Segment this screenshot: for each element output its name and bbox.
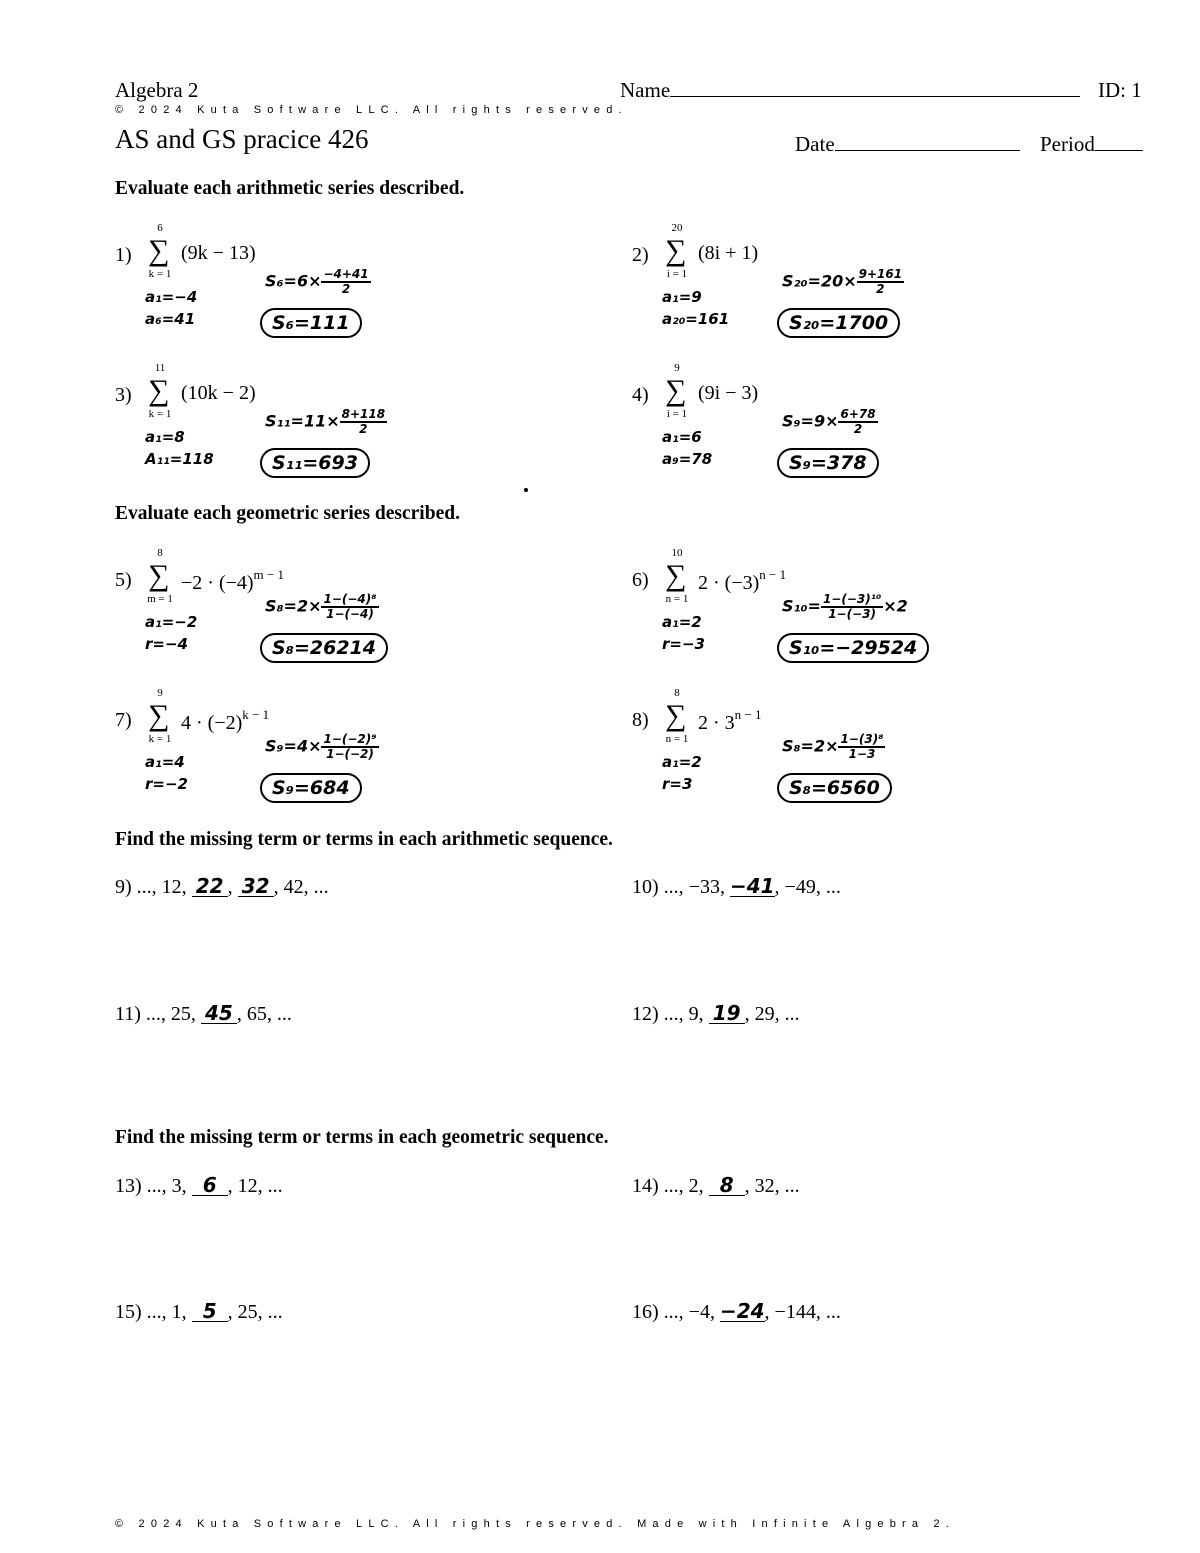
formula-fraction [340,408,387,436]
sum-lower-limit: m = 1 [147,593,173,605]
problem-number: 11) [115,1003,146,1025]
answer-box: S₈=26214 [260,633,388,663]
sequence-before: ..., 1, [146,1301,192,1323]
fraction-numerator: 6+78 [840,407,876,421]
work-second: a₆=41 [145,310,196,328]
series-problem [632,547,1112,683]
sum-lower-limit: i = 1 [666,408,688,420]
work-formula [782,733,885,761]
separator: , [764,1301,775,1323]
formula-lhs: S₁₀= [782,596,821,616]
separator: , [227,1175,238,1197]
fraction-numerator: 1−(−3)¹⁰ [822,592,882,606]
answer-blank[interactable]: −24 [719,1299,765,1323]
term-base: (8i + 1) [698,242,759,264]
answer-box: S₁₀=−29524 [777,633,929,663]
term-base: (9i − 3) [698,382,759,404]
work-formula [265,733,379,761]
formula-lhs: S₂₀=20× [782,271,857,291]
series-problem [115,222,595,358]
problem-number: 2) [632,244,649,266]
separator: , [744,1175,755,1197]
answer-box: S₉=684 [260,773,362,803]
series-term [698,382,758,405]
worksheet-title: AS and GS pracice 426 [115,124,369,154]
series-problem [632,362,1112,498]
date-field[interactable] [795,132,1020,157]
sigma-symbol: ∑ [665,374,687,407]
sum-upper-limit: 9 [157,687,163,699]
fraction-denominator: 1−(−2) [326,747,374,761]
problem-number: 12) [632,1003,664,1025]
work-first-term: a₁=2 [662,753,702,771]
answer-box: S₁₁=693 [260,448,370,478]
fraction-denominator: 2 [876,282,885,296]
sum-upper-limit: 8 [674,687,680,699]
problem-number: 8) [632,709,649,731]
sigma-symbol: ∑ [148,234,170,267]
sigma-symbol: ∑ [148,374,170,407]
geo-seq-instructions: Find the missing term or terms in each geometric sequence. [115,1127,609,1148]
course-label: Algebra 2 [115,78,199,102]
series-problem [115,362,595,498]
fraction-denominator: 1−(−4) [326,607,374,621]
work-formula [265,408,387,436]
fraction-denominator: 1−3 [848,747,876,761]
formula-fraction [838,733,885,761]
work-second: a₂₀=161 [662,310,730,328]
sequence-problem [632,1301,841,1324]
series-problem [632,687,1112,823]
separator: , [227,1301,238,1323]
answer-box: S₂₀=1700 [777,308,900,338]
sigma-symbol: ∑ [665,234,687,267]
answer-box: S₆=111 [260,308,362,338]
series-term [698,242,758,265]
sigma-symbol: ∑ [148,699,170,732]
work-formula [782,593,908,621]
series-term [698,567,786,595]
period-label: Period [1040,132,1095,156]
work-second: r=−4 [145,635,188,653]
separator: , [744,1003,755,1025]
answer-blank[interactable]: 19 [709,1003,745,1024]
answer-blank[interactable]: 6 [192,1175,228,1196]
term-exponent: m − 1 [253,567,284,582]
arith-series-instructions: Evaluate each arithmetic series described. [115,178,465,199]
formula-lhs: S₉=9× [782,411,839,431]
sequence-problem [115,876,329,899]
sum-upper-limit: 10 [671,547,683,559]
sequence-before: ..., 12, [136,876,192,898]
work-first-term: a₁=2 [662,613,702,631]
fraction-denominator: 1−(−3) [828,607,876,621]
problem-number: 5) [115,569,132,591]
formula-fraction [321,268,370,296]
formula-rhs: ×2 [883,596,908,616]
answer-blank[interactable]: 32 [238,876,274,897]
fraction-denominator: 2 [359,422,368,436]
sequence-before: ..., 3, [146,1175,192,1197]
term-exponent: n − 1 [734,707,762,722]
series-problem [115,687,595,823]
problem-number: 13) [115,1175,147,1197]
series-term [698,707,762,735]
term-exponent: k − 1 [242,707,270,722]
sequence-problem [632,1003,800,1026]
series-term [181,707,269,735]
sequence-after: 65, ... [246,1003,292,1025]
answer-blank[interactable]: 22 [192,876,228,897]
id-label: ID: 1 [1098,78,1142,102]
stray-dot [524,488,528,492]
sequence-problem [115,1301,283,1324]
answer-blank[interactable]: 5 [192,1301,228,1322]
answer-blank[interactable]: 45 [201,1003,237,1024]
sequence-after: −49, ... [784,876,841,898]
formula-lhs: S₈=2× [265,596,322,616]
series-term [181,567,284,595]
series-problem [115,547,595,683]
formula-lhs: S₈=2× [782,736,839,756]
work-second: a₉=78 [662,450,713,468]
answer-box: S₉=378 [777,448,879,478]
sequence-after: 12, ... [237,1175,283,1197]
term-base: −2 · (−4) [181,572,254,594]
work-formula [782,268,904,296]
formula-fraction [321,733,378,761]
work-first-term: a₁=4 [145,753,185,771]
sequence-before: ..., −4, [663,1301,720,1323]
term-base: 2 · 3 [698,712,735,734]
series-term [181,242,256,265]
fraction-numerator: −4+41 [323,267,369,281]
sum-lower-limit: i = 1 [666,268,688,280]
formula-fraction [821,593,883,621]
sequence-after: −144, ... [774,1301,841,1323]
name-field[interactable] [620,78,1080,103]
work-first-term: a₁=8 [145,428,185,446]
footer-copyright: © 2024 Kuta Software LLC. All rights reserved. Made with Infinite Algebra 2. [115,1518,956,1530]
sum-upper-limit: 11 [154,362,166,374]
problem-number: 10) [632,876,664,898]
work-first-term: a₁=−2 [145,613,198,631]
sequence-problem [115,1003,292,1026]
sequence-after: 29, ... [754,1003,800,1025]
fraction-numerator: 1−(−2)⁹ [323,732,377,746]
work-second: r=−3 [662,635,705,653]
separator: , [273,876,284,898]
separator: , [227,876,238,898]
work-first-term: a₁=6 [662,428,702,446]
term-base: (10k − 2) [181,382,256,404]
problem-number: 14) [632,1175,664,1197]
fraction-numerator: 8+118 [341,407,386,421]
sigma-symbol: ∑ [665,699,687,732]
sequence-after: 25, ... [237,1301,283,1323]
series-problem [632,222,1112,358]
period-line [1095,133,1143,151]
problem-number: 15) [115,1301,147,1323]
sequence-problem [632,1175,800,1198]
sum-upper-limit: 20 [671,222,683,234]
sum-lower-limit: k = 1 [148,408,172,420]
problem-number: 4) [632,384,649,406]
formula-fraction [838,408,877,436]
period-field[interactable] [1040,132,1143,157]
problem-number: 1) [115,244,132,266]
term-base: 4 · (−2) [181,712,243,734]
sigma-symbol: ∑ [148,559,170,592]
work-first-term: a₁=9 [662,288,702,306]
formula-lhs: S₁₁=11× [265,411,340,431]
work-formula [265,268,371,296]
work-second: r=3 [662,775,693,793]
problem-number: 7) [115,709,132,731]
work-second: r=−2 [145,775,188,793]
sum-lower-limit: n = 1 [665,593,689,605]
sum-lower-limit: k = 1 [148,733,172,745]
header-copyright: © 2024 Kuta Software LLC. All rights reserved. [115,104,628,116]
sequence-after: 32, ... [754,1175,800,1197]
date-line [835,133,1020,151]
work-formula [265,593,379,621]
sequence-problem [115,1175,283,1198]
sequence-before: ..., 9, [663,1003,709,1025]
work-first-term: a₁=−4 [145,288,198,306]
separator: , [774,876,785,898]
problem-number: 3) [115,384,132,406]
formula-fraction [321,593,378,621]
name-label: Name [620,78,671,102]
separator: , [236,1003,247,1025]
problem-number: 6) [632,569,649,591]
series-term [181,382,256,405]
sequence-before: ..., 2, [663,1175,709,1197]
answer-blank[interactable]: −41 [729,874,775,898]
term-base: (9k − 13) [181,242,256,264]
sum-upper-limit: 8 [157,547,163,559]
work-second: A₁₁=118 [145,450,214,468]
sum-upper-limit: 9 [674,362,680,374]
fraction-numerator: 9+161 [858,267,903,281]
problem-number: 16) [632,1301,664,1323]
name-line [670,79,1080,97]
answer-blank[interactable]: 8 [709,1175,745,1196]
formula-lhs: S₉=4× [265,736,322,756]
term-exponent: n − 1 [759,567,787,582]
term-base: 2 · (−3) [698,572,760,594]
formula-lhs: S₆=6× [265,271,322,291]
sum-lower-limit: k = 1 [148,268,172,280]
answer-box: S₈=6560 [777,773,892,803]
fraction-denominator: 2 [853,422,863,436]
sequence-problem [632,876,841,899]
fraction-numerator: 1−(−4)⁸ [323,592,377,606]
sum-lower-limit: n = 1 [665,733,689,745]
sigma-symbol: ∑ [665,559,687,592]
formula-fraction [857,268,904,296]
work-formula [782,408,878,436]
sequence-before: ..., 25, [145,1003,201,1025]
sequence-before: ..., −33, [663,876,730,898]
problem-number: 9) [115,876,137,898]
geo-series-instructions: Evaluate each geometric series described. [115,503,460,524]
arith-seq-instructions: Find the missing term or terms in each arithmetic sequence. [115,829,613,850]
fraction-denominator: 2 [341,282,351,296]
date-label: Date [795,132,835,156]
fraction-numerator: 1−(3)⁸ [840,732,884,746]
sequence-after: 42, ... [283,876,329,898]
sum-upper-limit: 6 [157,222,163,234]
